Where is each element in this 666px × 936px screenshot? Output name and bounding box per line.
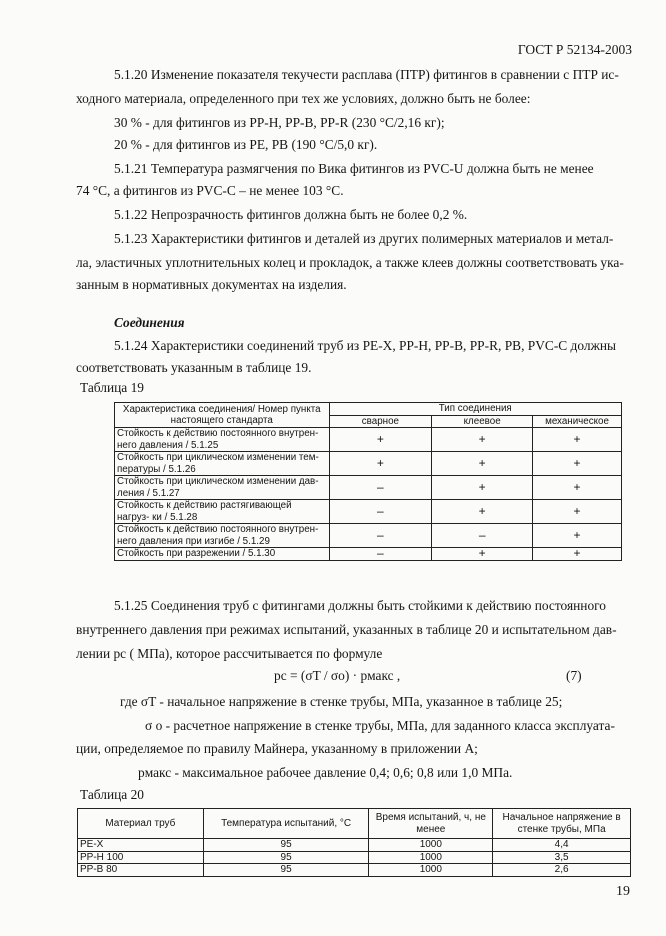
table-cell: + — [432, 500, 533, 524]
table-20-header: Время испытаний, ч, не менее — [369, 809, 493, 839]
document-code: ГОСТ Р 52134-2003 — [517, 42, 632, 57]
para-5-1-21-line2: 74 °С, а фитингов из PVC-С – не менее 103 °С. — [76, 183, 344, 198]
table-cell: – — [329, 476, 432, 500]
table-20-header: Материал труб — [78, 809, 204, 839]
table-cell: + — [432, 548, 533, 561]
table-cell: PE-X — [78, 839, 204, 852]
table-cell: 95 — [203, 839, 369, 852]
definition-p-max: pмакс - максимальное рабочее давление 0,4; 0,6; 0,8 или 1,0 МПа. — [138, 765, 513, 780]
table-cell: 3,5 — [493, 851, 631, 864]
formula-number: (7) — [566, 668, 582, 683]
table-row — [115, 548, 622, 561]
page-number: 19 — [616, 884, 630, 899]
table-cell: 95 — [203, 851, 369, 864]
table-cell: PP-H 100 — [78, 851, 204, 864]
definition-sigma-o-cont: ции, определяемое по правилу Майнера, указанному в приложении А; — [76, 741, 478, 756]
table-row — [115, 524, 622, 548]
table-cell: 2,6 — [493, 864, 631, 877]
table-20-header: Начальное напряжение в стенке трубы, МПа — [493, 809, 631, 839]
table-cell: 1000 — [369, 864, 493, 877]
table-20-caption: Таблица 20 — [80, 787, 144, 802]
para-5-1-23-line3: занным в нормативных документах на изделия. — [76, 277, 347, 292]
definition-sigma-o: σ o - расчетное напряжение в стенке трубы, МПа, для заданного класса эксплуата- — [145, 718, 615, 733]
table-row — [78, 864, 631, 877]
table-20-header: Температура испытаний, °С — [203, 809, 369, 839]
table-cell: PP-B 80 — [78, 864, 204, 877]
table-row — [115, 500, 622, 524]
table-cell: + — [533, 452, 622, 476]
table-row — [115, 428, 622, 452]
para-5-1-20-line2: ходного материала, определенного при тех же условиях, должно быть не более: — [76, 91, 531, 106]
table-cell: Стойкость к действию постоянного внутрен- него давления / 5.1.25 — [115, 428, 330, 452]
para-5-1-20-line4: 20 % - для фитингов из PE, PB (190 °С/5,0 кг). — [114, 137, 378, 152]
table-cell: + — [533, 548, 622, 561]
table-cell: Стойкость при разрежении / 5.1.30 — [115, 548, 330, 561]
table-cell: Стойкость при циклическом изменении тем- пературы / 5.1.26 — [115, 452, 330, 476]
table-row — [78, 839, 631, 852]
para-5-1-25-line1: 5.1.25 Соединения труб с фитингами должны быть стойкими к действию постоянного — [114, 598, 607, 613]
table-row — [78, 851, 631, 864]
table-cell: – — [329, 524, 432, 548]
para-5-1-23-line2: ла, эластичных уплотнительных колец и прокладок, а также клеев должны соответствовать ука- — [76, 255, 624, 270]
table-19-header-group: Тип соединения — [329, 403, 622, 416]
table-cell: – — [329, 500, 432, 524]
table-19-header-type: клеевое — [432, 415, 533, 428]
table-cell: + — [432, 476, 533, 500]
table-cell: + — [533, 500, 622, 524]
table-cell: 1000 — [369, 851, 493, 864]
table-cell: + — [533, 524, 622, 548]
table-cell: + — [329, 428, 432, 452]
para-5-1-25-line2: внутреннего давления при режимах испытаний, указанных в таблице 20 и испытательном дав- — [76, 622, 617, 637]
definition-sigma-t: где σT - начальное напряжение в стенке трубы, МПа, указанное в таблице 25; — [120, 694, 563, 709]
section-heading: Соединения — [114, 315, 185, 330]
table-19-header-type: сварное — [329, 415, 432, 428]
table-cell: + — [432, 452, 533, 476]
table-cell: Стойкость при циклическом изменении дав- ления / 5.1.27 — [115, 476, 330, 500]
table-cell: + — [432, 428, 533, 452]
table-cell: + — [329, 452, 432, 476]
para-5-1-25-line3: лении pc ( МПа), которое рассчитывается по формуле — [76, 646, 383, 661]
table-19-header-type: механическое — [533, 415, 622, 428]
table-19 — [114, 402, 622, 561]
table-cell: 95 — [203, 864, 369, 877]
table-19-caption: Таблица 19 — [80, 380, 144, 395]
para-5-1-24-line2: соответствовать указанным в таблице 19. — [76, 360, 312, 375]
para-5-1-21-line1: 5.1.21 Температура размягчения по Вика фитингов из PVC-U должна быть не менее — [114, 161, 594, 176]
para-5-1-20-line3: 30 % - для фитингов из PP-H, PP-B, PP-R (230 °С/2,16 кг); — [114, 115, 445, 130]
table-cell: 4,4 — [493, 839, 631, 852]
table-cell: + — [533, 476, 622, 500]
table-row — [115, 452, 622, 476]
table-cell: + — [533, 428, 622, 452]
table-cell: Стойкость к действию растягивающей нагруз- ки / 5.1.28 — [115, 500, 330, 524]
table-20 — [77, 808, 631, 877]
para-5-1-22: 5.1.22 Непрозрачность фитингов должна быть не более 0,2 %. — [114, 207, 468, 222]
table-19-header-characteristic: Характеристика соединения/ Номер пункта настоящего стандарта — [115, 403, 330, 428]
table-row — [115, 476, 622, 500]
formula: pc = (σT / σo) · pмакс , — [274, 668, 401, 683]
table-cell: – — [329, 548, 432, 561]
para-5-1-20-line1: 5.1.20 Изменение показателя текучести расплава (ПТР) фитингов в сравнении с ПТР ис- — [114, 67, 619, 82]
table-cell: Стойкость к действию постоянного внутрен- него давления при изгибе / 5.1.29 — [115, 524, 330, 548]
table-cell: 1000 — [369, 839, 493, 852]
para-5-1-23-line1: 5.1.23 Характеристики фитингов и деталей из других полимерных материалов и метал- — [114, 231, 614, 246]
para-5-1-24-line1: 5.1.24 Характеристики соединений труб из PE-X, PP-H, PP-B, PP-R, PB, PVC-C должны — [114, 338, 616, 353]
table-cell: – — [432, 524, 533, 548]
